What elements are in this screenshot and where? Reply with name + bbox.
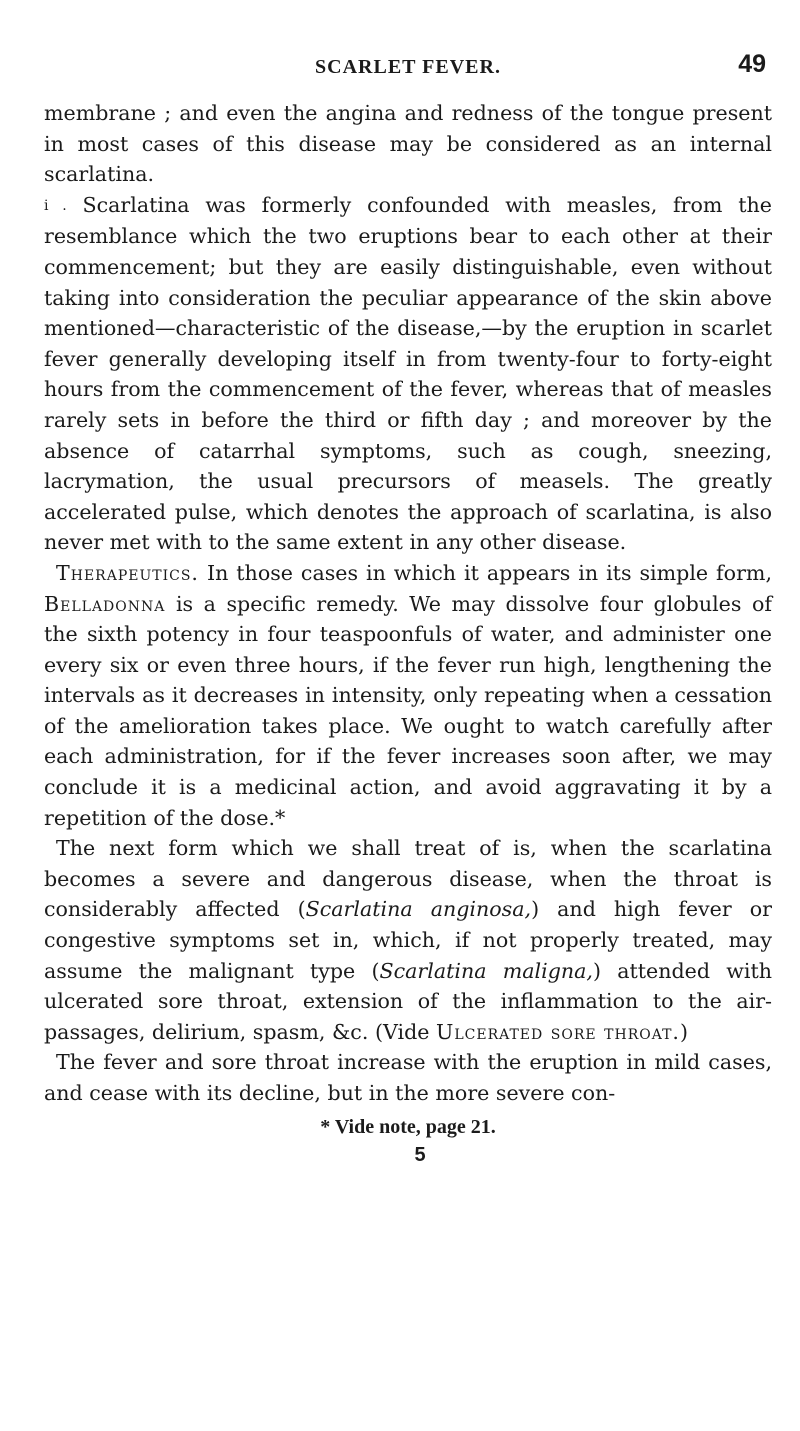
paragraph-text: In those cases in which it appears in its simple form, bbox=[206, 560, 772, 585]
paragraph-marker: i . bbox=[44, 197, 67, 214]
book-page bbox=[44, 0, 772, 1431]
section-heading-therapeutics: Therapeutics. bbox=[56, 560, 199, 585]
page-number: 49 bbox=[738, 50, 766, 78]
paragraph-text: The next form which we shall treat of is, when the scarlatina becomes a severe and dangerous disease, when the throat is considerably affected ( bbox=[44, 836, 772, 922]
cross-reference: Ulcerated sore throat. bbox=[436, 1019, 680, 1044]
paragraph-differential-diagnosis bbox=[44, 190, 772, 558]
latin-term: Scarlatina anginosa, bbox=[305, 897, 532, 922]
footnote: * Vide note, page 21. bbox=[320, 1115, 496, 1138]
paragraph-continuation: membrane ; and even the angina and redness of the tongue present in most cases of this disease may be considered as an internal scarlatina. bbox=[44, 101, 772, 187]
body-text bbox=[44, 98, 772, 1109]
signature-mark: 5 bbox=[414, 1143, 426, 1166]
paragraph-severe-form bbox=[44, 833, 772, 1047]
remedy-name: Belladonna bbox=[44, 591, 166, 616]
paragraph-fever-course: The fever and sore throat increase with the eruption in mild cases, and cease with its decline, but in the more severe con- bbox=[44, 1050, 772, 1105]
running-head bbox=[44, 50, 772, 96]
paragraph-text: is a specific remedy. We may dissolve four globules of the sixth potency in four teaspoonfuls of water, and administer one every six or even three hours, if the fever run high, lengthening the intervals as it decreases in intensity, only repeating when a cessation of the amelioration takes place. We ought to watch carefully after each administration, for if the fever increases soon after, we may conclude it is a medicinal action, and avoid aggravating it by a repetition of the dose.* bbox=[44, 591, 773, 830]
paragraph-text: ) bbox=[679, 1019, 689, 1044]
running-title: SCARLET FEVER. bbox=[315, 56, 501, 78]
paragraph-therapeutics bbox=[44, 558, 772, 833]
latin-term: Scarlatina maligna, bbox=[379, 958, 593, 983]
paragraph-text: Scarlatina was formerly confounded with measles, from the resemblance which the two eruptions bear to each other at their commencement; but they are easily distinguishable, even without taking into consideration the peculiar appearance of the skin above mentioned—characteristic of the disease,—by the eruption in scarlet fever generally developing itself in from twenty-four to forty-eight hours from the commencement of the fever, whereas that of measles rarely sets in before the third or fifth day ; and moreover by the absence of catarrhal symptoms, such as cough, sneezing, lacrymation, the usual precursors of measels. The greatly accelerated pulse, which denotes the approach of scarlatina, is also never met with to the same extent in any other disease. bbox=[44, 192, 772, 555]
paragraph-text: ) attended with ulcerated sore throat, extension of the inflammation to the air-passages, delirium, spasm, &c. (Vide bbox=[44, 958, 772, 1044]
paragraph-text: ) and high fever or congestive symptoms set in, which, if not properly treated, may assume the malignant type ( bbox=[44, 897, 772, 983]
